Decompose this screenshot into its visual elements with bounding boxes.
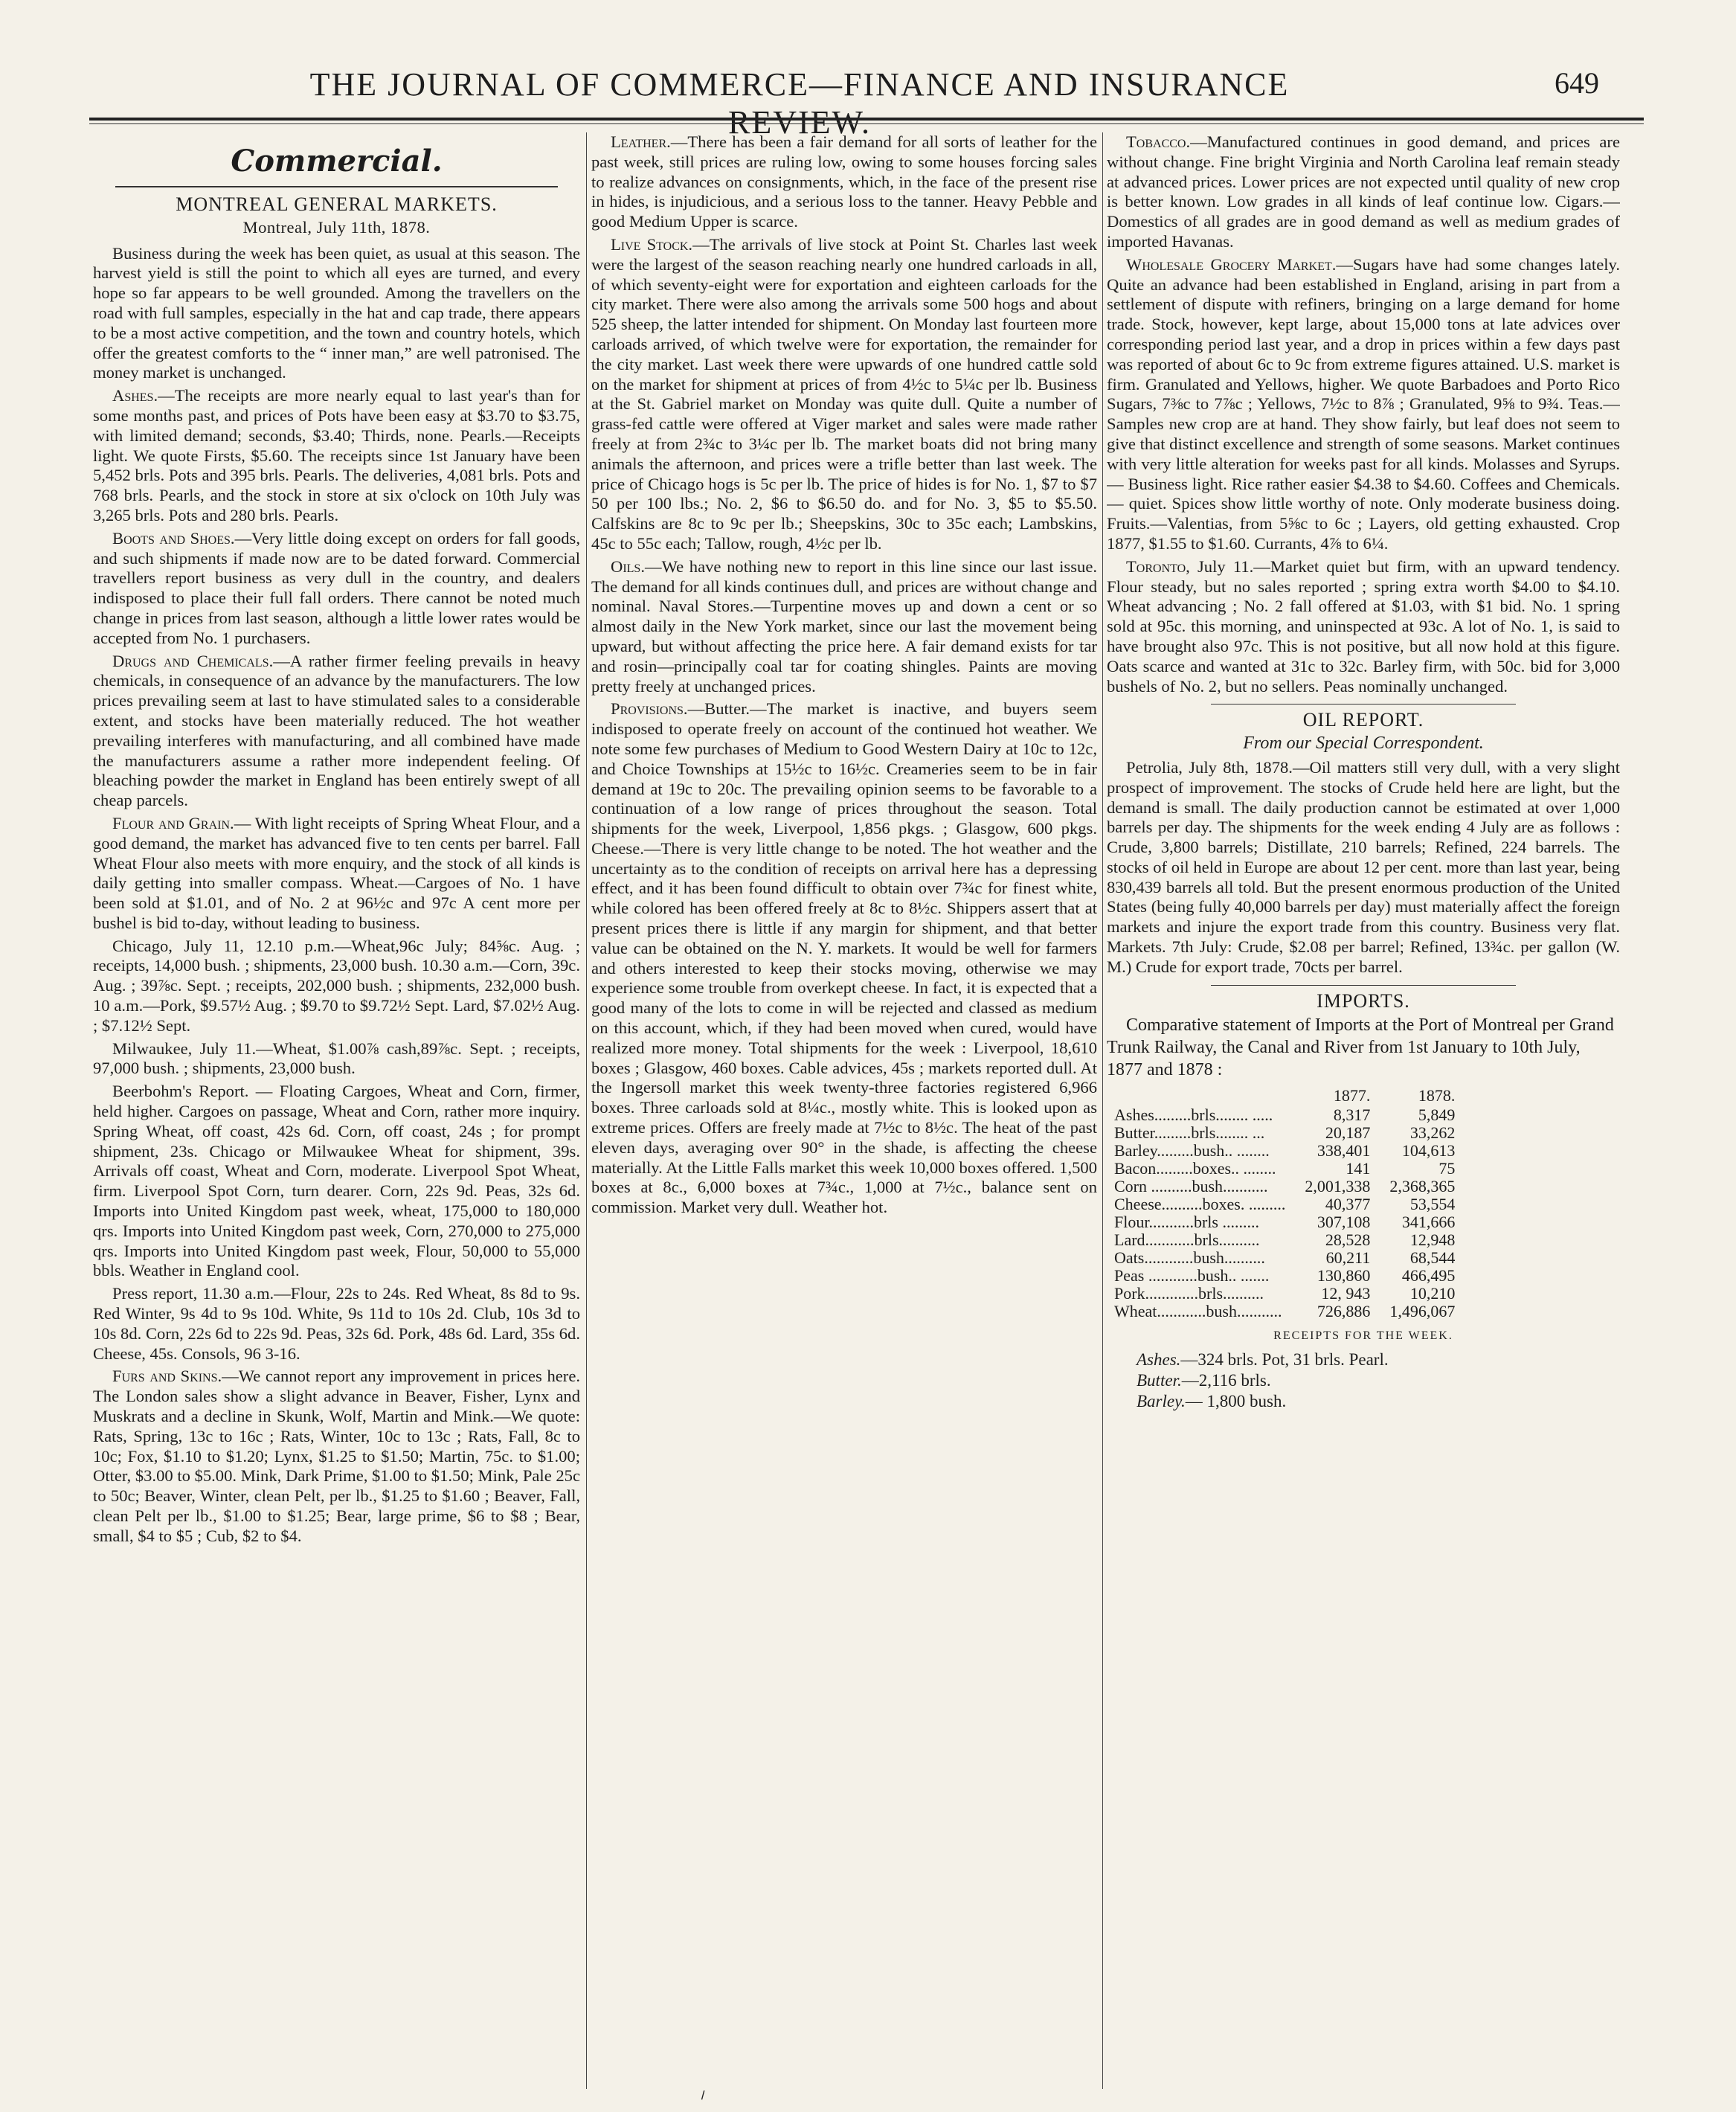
article-paragraph [591, 699, 1097, 1218]
article-paragraph [93, 244, 580, 384]
paragraph-lead: Boots and Shoes. [112, 528, 235, 548]
article-paragraph [93, 386, 580, 526]
table-row [1114, 1267, 1462, 1285]
paragraph-lead: Wholesale Grocery Market. [1126, 254, 1337, 274]
paragraph-lead: Live Stock. [611, 234, 693, 254]
article-paragraph [93, 1039, 580, 1079]
article-paragraph [1107, 557, 1620, 697]
import-1877: 28,528 [1325, 1230, 1371, 1250]
receipt-line [1137, 1391, 1620, 1412]
paragraph-text: Chicago, July 11, 12.10 p.m.—Wheat,96c July; 84⅝c. Aug. ; receipts, 14,000 bush. ; shipments, 23,000 bush. 10.30 a.m.—Corn, 39c. Aug. ; 39⅞c. Sept. ; receipts, 202,000 bush. ; shipments, 232,000 bush. 10 a.m.—Pork, $9.57½ Aug. ; $9.70 to $9.72½ Sept. Lard, $7.02½ Aug. ; $7.12½ Sept. [93, 936, 580, 1035]
import-1877: 141 [1346, 1159, 1371, 1178]
running-header [0, 65, 1736, 141]
column-header-1877: 1877. [1333, 1086, 1371, 1105]
import-1878: 104,613 [1401, 1141, 1456, 1161]
oil-report-subheading: From our Special Correspondent. [1243, 734, 1484, 754]
paragraph-lead: Provisions. [611, 699, 688, 719]
header-rule [89, 118, 1644, 121]
paragraph-lead: Ashes. [112, 386, 158, 405]
table-row [1114, 1303, 1462, 1320]
paragraph-lead: Flour and Grain. [112, 813, 234, 832]
receipt-label: Ashes. [1137, 1350, 1181, 1370]
paragraph-text: —Butter.—The market is inactive, and buyers seem indisposed to operate freely on account of the continued hot weather. We note some few purchases of Medium to Good Western Dairy at 10c to 12c, and Choice Townships at 15½c to 16½c. Creameries seem to be in fair demand at 19c to 20c. The prevailing opinion seems to be favorable to a continuation of a low range of prices throughout the season. Total shipments for the week, Liverpool, 1,856 pkgs. ; Glasgow, 600 pkgs. Cheese.—There is very little change to be noted. The hot weather and the uncertainty as to the condition of receipts on arrival here has a depressing effect, and it has been found difficult to obtain over 7¾c for finest white, while colored has been offered freely at 8c to 8½c. Shippers assert that at present prices there is little if any margin for shipment, and that better value can be obtained on the N. Y. markets. It would be well for farmers and others interested to keep their stocks moving, otherwise we may experience some trouble from overkept cheese. In fact, it is expected that a good many of the lots to come in will be rejected and classed as medium on this account, which, if they had been moved when cured, would have realized more money. Total shipments for the week : Liverpool, 18,610 boxes ; Glasgow, 460 boxes. Cable advices, 45s ; markets reported dull. At the Ingersoll market this week twenty-three factories registered 6,966 boxes. Three carloads sold at 8¼c., mostly white. This is looked upon as extreme prices. Offers are freely made at 7½c to 8½c. The heat of the past eleven days, averaging over 90° in the shade, is affecting the cheese materially. At the Little Falls market this week 10,000 boxes offered. 1,500 boxes at 8c., 6,000 boxes at 7¾c., 1,000 at 7½c., balance sent on commission. Market very dull. Weather hot. [591, 699, 1097, 1217]
import-1877: 726,886 [1317, 1302, 1371, 1321]
import-item: Ashes.........brls........ ..... [1114, 1105, 1273, 1125]
import-1878: 10,210 [1409, 1284, 1456, 1303]
article-paragraph [93, 1367, 580, 1546]
table-row [1114, 1249, 1462, 1267]
paragraph-text: —We cannot report any improvement in prices here. The London sales show a slight advance in Beaver, Fisher, Lynx and Muskrats and a decline in Skunk, Wolf, Martin and Mink.—We quote: Rats, Spring, 13c to 16c ; Rats, Winter, 10c to 13c ; Rats, Fall, 8c to 10c; Fox, $1.10 to $1.20; Lynx, $1.25 to $1.50; Martin, 75c. to $1.00; Otter, $3.00 to $5.00. Mink, Dark Prime, $1.00 to $1.50; Mink, Pale 25c to 50c; Beaver, Winter, clean Pelt, per lb., $1.25 to $1.60 ; Beaver, Fall, clean Pelt per lb., $1.00 to $1.25; Bear, large prime, $6 to $8 ; Bear, small, $4 to $5 ; Cub, $2 to $4. [93, 1367, 580, 1545]
receipt-line [1137, 1370, 1620, 1391]
import-item: Bacon.........boxes.. ........ [1114, 1159, 1276, 1178]
receipts-heading: RECEIPTS FOR THE WEEK. [1273, 1329, 1453, 1343]
imports-heading: IMPORTS. [1317, 989, 1410, 1012]
column-one [93, 132, 580, 2096]
paragraph-lead: Tobacco. [1126, 132, 1191, 151]
table-row [1114, 1142, 1462, 1160]
import-item: Barley.........bush.. ........ [1114, 1141, 1270, 1161]
oil-report-text: Petrolia, July 8th, 1878.—Oil matters still very dull, with a very slight prospect of improvement. The stocks of Crude held here are light, but the demand is small. The daily production cannot be estimated at over 1,000 barrels per day. The shipments for the week ending 4 July are as follows : Crude, 3,800 barrels; Distillate, 210 barrels; Refined, 224 barrels. The stocks of oil held in Europe are about 12 per cent. more than last year, being 830,439 barrels all told. But the present enormous production of the United States (being fully 40,000 barrels per day) must materially affect the foreign markets and injure the export trade from this country. Business very flat. Markets. 7th July: Crude, $2.08 per barrel; Refined, 13¾c. per gallon (W. M.) Crude for export trade, 70cts per barrel. [1107, 757, 1620, 976]
article-paragraph [1107, 132, 1620, 252]
paragraph-text: —The receipts are more nearly equal to last year's than for some months past, and prices of Pots have been easy at $3.70 to $3.75, with limited demand; seconds, $3.40; Thirds, none. Pearls.—Receipts light. We quote Firsts, $5.60. The receipts since 1st January have been 5,452 brls. Pots and 395 brls. Pearls. The deliveries, 4,081 brls. Pots and 768 brls. Pearls, and the stock in store at six o'clock on 10th July was 3,265 brls. Pots and 280 brls. Pearls. [93, 386, 580, 524]
paragraph-text: —Sugars have had some changes lately. Quite an advance had been established in England, arising in part from a settlement of dispute with refiners, bringing on a large demand for home trade. Stock, however, kept large, about 15,000 tons at late advices over corresponding period last year, and a drop in prices within a few days past was reported of about 6c to 9c from extreme figures attained. U.S. market is firm. Granulated and Yellows, higher. We quote Barbadoes and Porto Rico Sugars, 7⅜c to 7⅞c ; Yellows, 7½c to 8⅞ ; Granulated, 9⅝ to 9¾. Teas.—Samples new crop are at hand. They show fairly, but leaf does not seem to give that distinct excellence and strength of some seasons. Market continues with very little alteration for weeks past for all kinds. Molasses and Syrups.— Business light. Rice rather easier $4.38 to $4.60. Coffees and Chemicals.— quiet. Spices show little worthy of note. Only moderate business doing. Fruits.—Valentias, from 5⅝c to 6c ; Layers, old getting exhausted. Crop 1877, $1.55 to $1.60. Currants, 4⅞ to 6¼. [1107, 254, 1620, 553]
import-1877: 2,001,338 [1305, 1177, 1371, 1196]
paragraph-lead: Toronto, [1126, 556, 1190, 576]
imports-intro: Comparative statement of Imports at the Port of Montreal per Grand Trunk Railway, the Canal and River from 1st January to 10th July, 1877 and 1878 : [1107, 1015, 1614, 1080]
import-item: Cheese..........boxes. ......... [1114, 1195, 1286, 1214]
column-two [591, 132, 1097, 2096]
receipt-label: Barley. [1137, 1392, 1186, 1411]
column-divider [1102, 132, 1103, 2089]
paragraph-text: —We have nothing new to report in this line since our last issue. The demand for all kinds continues dull, and prices are without change and nominal. Naval Stores.—Turpentine moves up and down a cent or so almost daily in the New York market, since our last the movement being upward, but without affecting the price here. A fair demand exists for tar and rosin—principally coal tar for coating shingles. Paints are moving pretty freely at unchanged prices. [591, 556, 1097, 696]
article-paragraph [1107, 255, 1620, 554]
paragraph-text: — With light receipts of Spring Wheat Flour, and a good demand, the market has advanced five to ten cents per barrel. Fall Wheat Flour also meets with more enquiry, and the stock of all kinds is daily getting into smaller compass. Wheat.—Cargoes of No. 1 have been sold at $1.01, and of No. 2 at 96½c and 97c A cent more per bushel is bid to-day, without leading to business. [93, 813, 580, 932]
column-divider [586, 132, 587, 2089]
page-number: 649 [1555, 66, 1599, 100]
import-item: Peas ............bush.. ....... [1114, 1266, 1270, 1286]
import-1878: 466,495 [1401, 1266, 1456, 1286]
table-row [1114, 1285, 1462, 1303]
paragraph-text: July 11.—Market quiet but firm, with an upward tendency. Flour steady, but no sales reported ; spring extra worth $4.00 to $4.10. Wheat advancing ; No. 2 fall offered at $1.03, with $1 bid. No. 1 spring sold at 95c. this morning, and uninspected at 93c. A lot of No. 1, is said to have brought also 97c. This is not positive, but all now hold at this figure. Oats scarce and wanted at 31c to 32c. Barley firm, with 50c. bid for 3,000 bushels of No. 2, but no sellers. Peas nominally unchanged. [1107, 556, 1620, 696]
import-1878: 341,666 [1401, 1213, 1456, 1232]
imports-table [1114, 1087, 1462, 1320]
paragraph-text: —Manufactured continues in good demand, and prices are without change. Fine bright Virginia and North Carolina leaf remain steady at advanced prices. Lower prices are not expected until quality of new crop is better known. Low grades in all kinds of leaf continue low. Cigars.—Domestics of all grades are in good demand as well as medium grades of imported Havanas. [1107, 132, 1620, 251]
import-1877: 20,187 [1325, 1123, 1371, 1143]
paragraph-text: Beerbohm's Report. — Floating Cargoes, Wheat and Corn, firmer, held higher. Cargoes on passage, Wheat and Corn, rather more inquiry. Spring Wheat, off coast, 42s 6d. Corn, off coast, 24s ; for prompt shipment, 23s. Chicago or Milwaukee Wheat for shipment, 39s. Arrivals off coast, Wheat and Corn, moderate. Liverpool Spot Wheat, firm. Liverpool Spot Corn, turn dearer. Corn, 22s 9d. Peas, 32s 6d. Imports into United Kingdom past week, wheat, 175,000 to 180,000 qrs. Imports into United Kingdom past week, Corn, 270,000 to 275,000 qrs. Imports into United Kingdom past week, Flour, 50,000 to 55,000 bbls. Weather in England cool. [93, 1082, 580, 1280]
import-item: Corn ..........bush........... [1114, 1177, 1268, 1196]
paragraph-text: Press report, 11.30 a.m.—Flour, 22s to 24s. Red Wheat, 8s 8d to 9s. Red Winter, 9s 4d to 9s 10d. White, 9s 11d to 10s 2d. Club, 10s 3d to 10s 8d. Corn, 22s 6d to 22s 9d. Peas, 32s 6d. Pork, 48s 6d. Lard, 35s 6d. Cheese, 45s. Consols, 96 3-16. [93, 1284, 580, 1363]
import-1878: 1,496,067 [1389, 1302, 1456, 1321]
article-paragraph [93, 1082, 580, 1281]
import-item: Oats............bush.......... [1114, 1248, 1265, 1268]
import-item: Flour...........brls ......... [1114, 1213, 1259, 1232]
oil-report-heading: OIL REPORT. [1302, 709, 1424, 731]
import-1877: 307,108 [1317, 1213, 1371, 1232]
markets-heading: MONTREAL GENERAL MARKETS. [176, 193, 498, 215]
import-1878: 33,262 [1409, 1123, 1456, 1143]
paragraph-lead: Leather. [611, 132, 671, 151]
section-title: Commercial. [231, 144, 443, 179]
import-1878: 75 [1438, 1159, 1456, 1178]
column-header-item [1114, 1087, 1293, 1106]
import-item: Wheat............bush........... [1114, 1302, 1282, 1321]
receipt-label: Butter. [1137, 1371, 1182, 1390]
import-1878: 5,849 [1418, 1105, 1456, 1125]
imports-header-row [1114, 1087, 1462, 1106]
article-paragraph [93, 814, 580, 934]
table-row [1114, 1106, 1462, 1124]
section-rule [115, 186, 558, 187]
column-header-1878: 1878. [1418, 1086, 1456, 1105]
article-paragraph [591, 557, 1097, 697]
article-paragraph [591, 235, 1097, 554]
paragraph-text: —Very little doing except on orders for fall goods, and such shipments if made now are to be dated forward. Commercial travellers report business as very dull in the country, and dealers indisposed to place their full fall orders. There cannot be noted much change in prices from last season, although a little lower rates would be accepted from No. 1 purchasers. [93, 528, 580, 647]
paragraph-text: —There has been a fair demand for all sorts of leather for the past week, still prices are ruling low, owing to some houses forcing sales to realize advances on consignments, which, in the face of the present rise in hides, is injudicious, and a serious loss to the tanner. Heavy Pebble and good Medium Upper is scarce. [591, 132, 1097, 231]
import-1877: 8,317 [1333, 1105, 1371, 1125]
article-paragraph [93, 937, 580, 1036]
header-rule-thin [89, 123, 1644, 124]
import-1877: 40,377 [1325, 1195, 1371, 1214]
article-paragraph [591, 132, 1097, 232]
receipt-line [1137, 1349, 1620, 1370]
import-1878: 53,554 [1409, 1195, 1456, 1214]
paragraph-text: —The arrivals of live stock at Point St. Charles last week were the largest of the season reaching nearly one hundred carloads in all, of which seventy-eight were for exportation and eighteen carloads for the city market. There were also among the arrivals some 500 hogs and about 525 sheep, the latter intended for shipment. On Monday last fourteen more carloads arrived, of which twelve were for exportation, the remainder for the city market. Last week there were upwards of one hundred cattle sold on the market for shipment at prices of from 4½c to 5¼c per lb. Business at the St. Gabriel market on Monday was quite dull. Quite a number of grass-fed cattle were offered at Viger market and sales were made rather freely at from 2¾c to 3¼c per lb. The market boats did not bring many animals the afternoon, and prices were a trifle better than last week. The price of Chicago hogs is 5c per lb. The price of hides is for No. 1, $7 to $7 50 per 100 lbs.; No. 2, $6 to $6.50 do. and for No. 3, $5 to $5.50. Calfskins are 8c to 9c per lb.; Sheepskins, 30c to 35c each; Lambskins, 45c to 55c each; Tallow, rough, 4½c per lb. [591, 234, 1097, 553]
import-1878: 2,368,365 [1389, 1177, 1456, 1196]
import-1877: 130,860 [1317, 1266, 1371, 1286]
column-three [1107, 132, 1620, 2096]
table-row [1114, 1195, 1462, 1213]
receipt-text: —324 brls. Pot, 31 brls. Pearl. [1180, 1350, 1389, 1370]
journal-title: THE JOURNAL OF COMMERCE—FINANCE AND INSURANCE REVIEW. [309, 66, 1290, 141]
import-1878: 12,948 [1409, 1230, 1456, 1250]
import-1877: 60,211 [1325, 1248, 1371, 1268]
paragraph-lead: Furs and Skins. [112, 1367, 222, 1386]
receipt-text: —2,116 brls. [1181, 1371, 1271, 1390]
article-paragraph [93, 1284, 580, 1364]
paragraph-text: Business during the week has been quiet, as usual at this season. The harvest yield is still the point to which all eyes are turned, and every hope so far appears to be well grounded. Among the travellers on the road with full samples, especially in the hat and cap trade, there appears to be a most active competition, and the town and country hotels, which offer the greatest comforts to the “ inner man,” are well patronised. The money market is unchanged. [93, 243, 580, 382]
ink-mark: ⸝ [691, 2079, 711, 2104]
article-paragraph [93, 652, 580, 811]
paragraph-lead: Drugs and Chemicals. [112, 651, 274, 670]
markets-dateline: Montreal, July 11th, 1878. [242, 217, 431, 237]
receipt-text: — 1,800 bush. [1185, 1392, 1287, 1411]
import-item: Lard............brls.......... [1114, 1230, 1260, 1250]
table-row [1114, 1178, 1462, 1195]
paragraph-text: Milwaukee, July 11.—Wheat, $1.00⅞ cash,89⅞c. Sept. ; receipts, 97,000 bush. ; shipments, 23,000 bush. [93, 1039, 580, 1078]
table-row [1114, 1124, 1462, 1142]
table-row [1114, 1160, 1462, 1178]
table-row [1114, 1231, 1462, 1249]
import-item: Pork.............brls.......... [1114, 1284, 1264, 1303]
import-1877: 338,401 [1317, 1141, 1371, 1161]
section-divider [1211, 985, 1516, 986]
import-item: Butter.........brls........ ... [1114, 1123, 1265, 1143]
import-1878: 68,544 [1409, 1248, 1456, 1268]
paragraph-text: —A rather firmer feeling prevails in heavy chemicals, in consequence of an advance by the manufacturers. The low prices prevailing seem at last to have stimulated sales to a considerable extent, and stocks have been materially reduced. The hot weather prevailing interferes with manufacturing, and all combined have made the manufacturers assume a rather more independent feeling. Of bleaching powder the market in England has been entirely swept of all cheap parcels. [93, 651, 580, 810]
table-row [1114, 1213, 1462, 1231]
article-paragraph [93, 529, 580, 649]
import-1877: 12, 943 [1321, 1284, 1371, 1303]
paragraph-lead: Oils. [611, 556, 645, 576]
